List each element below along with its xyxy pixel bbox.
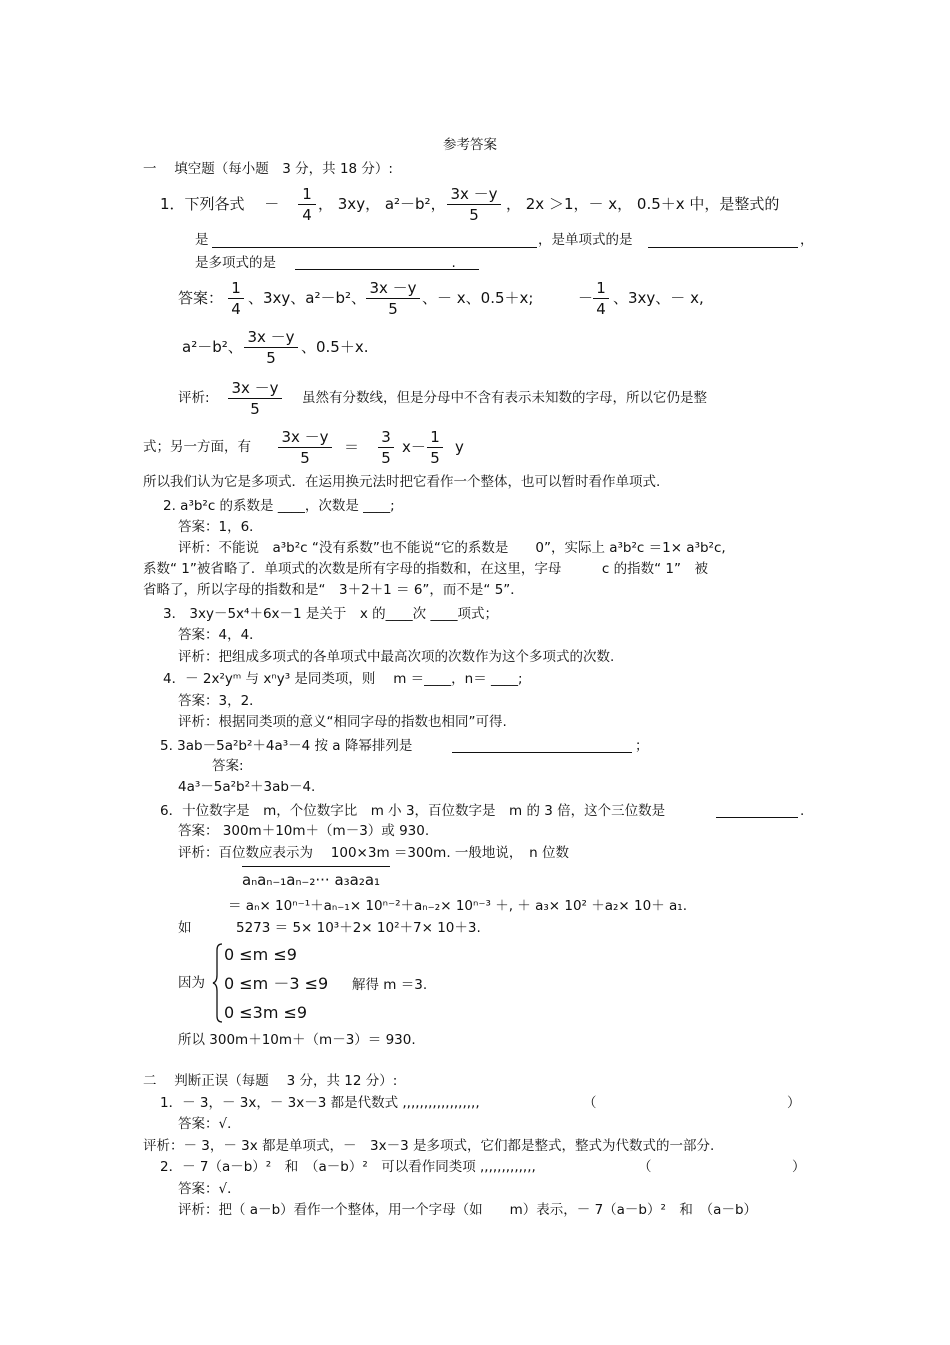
fraction-denominator: 4	[231, 300, 241, 318]
q5-answer-label: 答案:	[212, 758, 244, 774]
overline	[242, 866, 390, 868]
answer-blank	[648, 246, 798, 248]
q1-exp-x: x－	[402, 438, 426, 456]
fraction-numerator: 1	[228, 278, 244, 299]
q6-example-label: 如	[178, 920, 192, 936]
system-row-3: 0 ≤3m ≤9	[224, 1003, 308, 1022]
q1-exp-fraction-1	[228, 378, 282, 419]
q1-exp-fraction-4	[427, 427, 443, 468]
fraction-numerator: 1	[298, 184, 316, 205]
fraction-numerator: 3x －y	[447, 184, 501, 205]
q6-exp: 评析：百位数应表示为 100×3m ＝300m. 一般地说， n 位数	[178, 845, 569, 861]
answer-blank	[212, 246, 537, 248]
q3-exp: 评析：把组成多项式的各单项式中最高次项的次数作为这个多项式的次数.	[178, 649, 615, 665]
fraction-denominator: 5	[430, 449, 440, 467]
q1-stem-a: 1．下列各式 －	[160, 195, 280, 213]
q1-ans-fraction-1	[228, 278, 244, 319]
fraction-denominator: 5	[469, 206, 479, 224]
fraction-denominator: 4	[596, 300, 606, 318]
fraction-numerator: 3x －y	[278, 427, 332, 448]
q6-stem: 6．十位数字是 m，个位数字比 m 小 3，百位数字是 m 的 3 倍，这个三位数是	[160, 803, 666, 819]
q1-stem-c: ， 2x ＞1，－ x， 0.5＋x 中，是整式的	[506, 195, 780, 213]
q3-answer: 答案：4，4．	[178, 627, 263, 643]
s2-q2-paren-left: （	[638, 1159, 652, 1175]
q4-stem: 4．－ 2x²yᵐ 与 xⁿy³ 是同类项，则 m ＝____，n＝ ____;	[163, 671, 523, 687]
q1-line2-a: 是	[195, 232, 209, 248]
q1-fraction-2	[447, 184, 501, 225]
q1-exp-a: 虽然有分数线，但是分母中不含有表示未知数的字母，所以它仍是整	[302, 390, 707, 406]
fraction-denominator: 4	[302, 206, 312, 224]
q3-stem: 3． 3xy－5x⁴＋6x－1 是关于 x 的____次 ____项式；	[163, 606, 498, 622]
s2-q1-answer: 答案：√．	[178, 1116, 241, 1132]
q1-exp-eq: ＝	[344, 438, 360, 456]
q1-exp-y: y	[455, 438, 464, 456]
q1-exp-c: 所以我们认为它是多项式．在运用换元法时把它看作一个整体，也可以暂时看作单项式.	[143, 474, 661, 490]
q1-ans2-a: a²－b²、	[182, 338, 243, 356]
q2-exp-2: 系数“ 1”被省略了．单项式的次数是所有字母的指数和，在这里，字母 c 的指数“ 1” 被	[143, 561, 708, 577]
fraction-numerator: 3	[378, 427, 394, 448]
s2-q1-paren-right: ）	[787, 1095, 801, 1111]
s2-q1-exp: 评析：－ 3，－ 3x 都是单项式，－ 3x－3 是多项式，它们都是整式，整式为代数式的一部分.	[143, 1138, 715, 1154]
q4-answer: 答案：3，2．	[178, 693, 263, 709]
q2-exp-1: 评析：不能说 a³b²c “没有系数”也不能说“它的系数是 0”，实际上 a³b²c ＝1× a³b²c,	[178, 540, 726, 556]
q6-because: 因为	[178, 975, 205, 991]
fraction-denominator: 5	[388, 300, 398, 318]
s2-q2-paren-right: ）	[792, 1159, 806, 1175]
system-row-2: 0 ≤m －3 ≤9	[224, 974, 329, 993]
fraction-numerator: 3x －y	[244, 327, 298, 348]
q1-ans-tail: 、－ x、0.5＋x;	[422, 289, 534, 307]
q2-answer: 答案：1，6．	[178, 519, 263, 535]
q5-stem: 5. 3ab－5a²b²＋4a³－4 按 a 降幂排列是	[160, 738, 413, 754]
system-row-1: 0 ≤m ≤9	[224, 945, 297, 964]
fraction-numerator: 1	[427, 427, 443, 448]
q1-ans2-b: 、0.5＋x.	[301, 338, 369, 356]
q4-exp: 评析：根据同类项的意义“相同字母的指数也相同”可得.	[178, 714, 507, 730]
fraction-numerator: 1	[593, 278, 609, 299]
section2-header: 二 判断正误（每题 3 分，共 12 分）:	[143, 1073, 398, 1089]
answer-blank	[716, 816, 798, 818]
s2-q1-paren-left: （	[583, 1095, 597, 1111]
fraction-denominator: 5	[300, 449, 310, 467]
q1-exp-b1: 式；另一方面，有	[143, 439, 251, 455]
fraction-denominator: 5	[381, 449, 391, 467]
q6-expand: ＝ aₙ× 10ⁿ⁻¹＋aₙ₋₁× 10ⁿ⁻²＋aₙ₋₂× 10ⁿ⁻³ ＋, ＋ a₃× 10² ＋a₂× 10＋ a₁.	[228, 898, 687, 914]
s2-q2-exp: 评析：把（ a－b）看作一个整体，用一个字母（如 m）表示，－ 7（a－b）² 和 （a－b）	[178, 1202, 758, 1218]
q5-answer: 4a³－5a²b²＋3ab－4.	[178, 779, 316, 795]
q1-exp-label: 评析:	[178, 390, 210, 406]
q1-fraction-1	[298, 184, 316, 225]
q1-answer-label: 答案：	[178, 289, 224, 307]
q6-example: 5273 ＝ 5× 10³＋2× 10²＋7× 10＋3.	[236, 920, 481, 936]
q1-line2-c: ，	[800, 232, 814, 248]
fraction-denominator: 5	[250, 400, 260, 418]
fraction-numerator: 3x －y	[366, 278, 420, 299]
q6-digits: aₙaₙ₋₁aₙ₋₂··· a₃a₂a₁	[242, 871, 381, 889]
answer-blank	[452, 751, 632, 753]
page-title: 参考答案	[443, 137, 497, 153]
left-brace-icon	[212, 942, 224, 1024]
q1-exp-fraction-2	[278, 427, 332, 468]
q6-so: 所以 300m＋10m＋（m－3）＝ 930.	[178, 1032, 416, 1048]
fraction-numerator: 3x －y	[228, 378, 282, 399]
q5-stem-end: ；	[635, 738, 649, 754]
q6-stem-end: .	[800, 803, 805, 819]
answer-blank	[295, 268, 479, 270]
s2-q1-stem: 1．－ 3，－ 3x，－ 3x－3 都是代数式 ,,,,,,,,,,,,,,,,,,	[160, 1095, 480, 1111]
fraction-denominator: 5	[266, 349, 276, 367]
q2-exp-3: 省略了，所以字母的指数和是“ 3＋2＋1 ＝ 6”，而不是“ 5”．	[143, 582, 524, 598]
q1-ans-fraction-2	[366, 278, 420, 319]
q6-solve: 解得 m ＝3.	[352, 977, 428, 993]
s2-q2-answer: 答案：√．	[178, 1181, 241, 1197]
q6-answer: 答案： 300m＋10m＋（m－3）或 930.	[178, 823, 430, 839]
section1-header: 一 填空题（每小题 3 分，共 18 分）:	[143, 161, 393, 177]
q1-ans-mid: 、3xy、a²－b²、	[248, 289, 367, 307]
q1-exp-fraction-3	[378, 427, 394, 468]
s2-q2-stem: 2．－ 7（a－b）² 和 （a－b）² 可以看作同类项 ,,,,,,,,,,,,,	[160, 1159, 536, 1175]
q1-stem-b: ， 3xy， a²－b²，	[318, 195, 446, 213]
q1-ans-fraction-4	[244, 327, 298, 368]
q1-line3: 是多项式的是 .	[195, 255, 456, 271]
q1-ans-fraction-3	[593, 278, 609, 319]
q1-ans-tail2: 、3xy、－ x,	[613, 289, 704, 307]
q1-ans-dash: －	[578, 289, 594, 307]
q1-line2-b: ，是单项式的是	[538, 232, 633, 248]
q2-stem: 2. a³b²c 的系数是 ____，次数是 ____;	[163, 498, 395, 514]
